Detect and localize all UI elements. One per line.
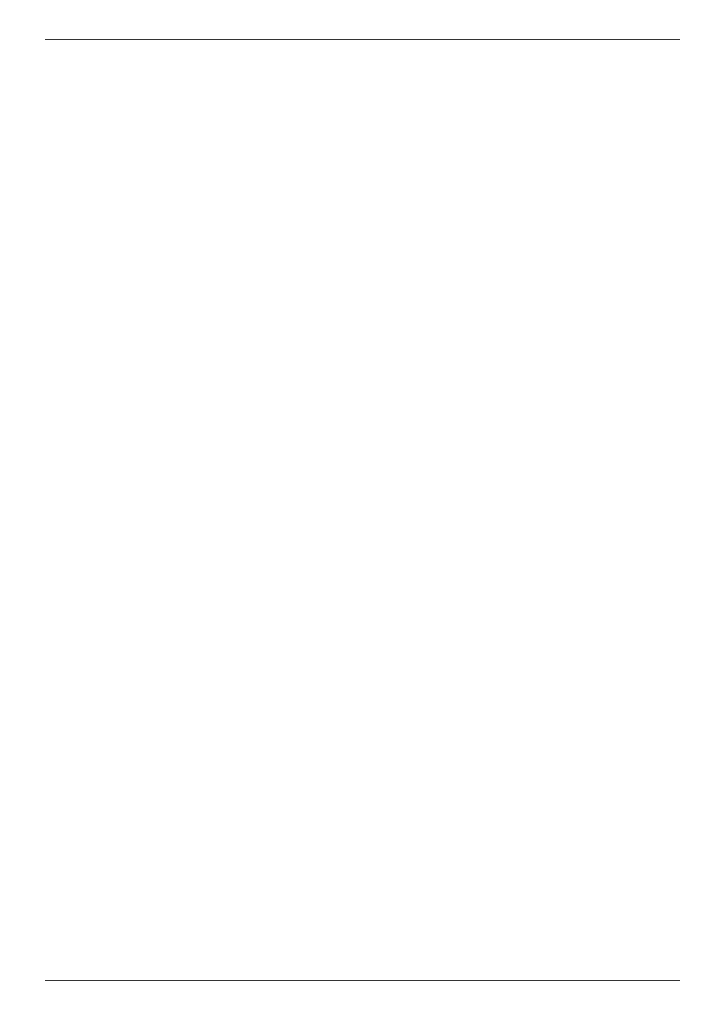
document-body xyxy=(45,60,680,66)
page-header xyxy=(45,18,680,40)
page-footer xyxy=(45,980,680,1004)
